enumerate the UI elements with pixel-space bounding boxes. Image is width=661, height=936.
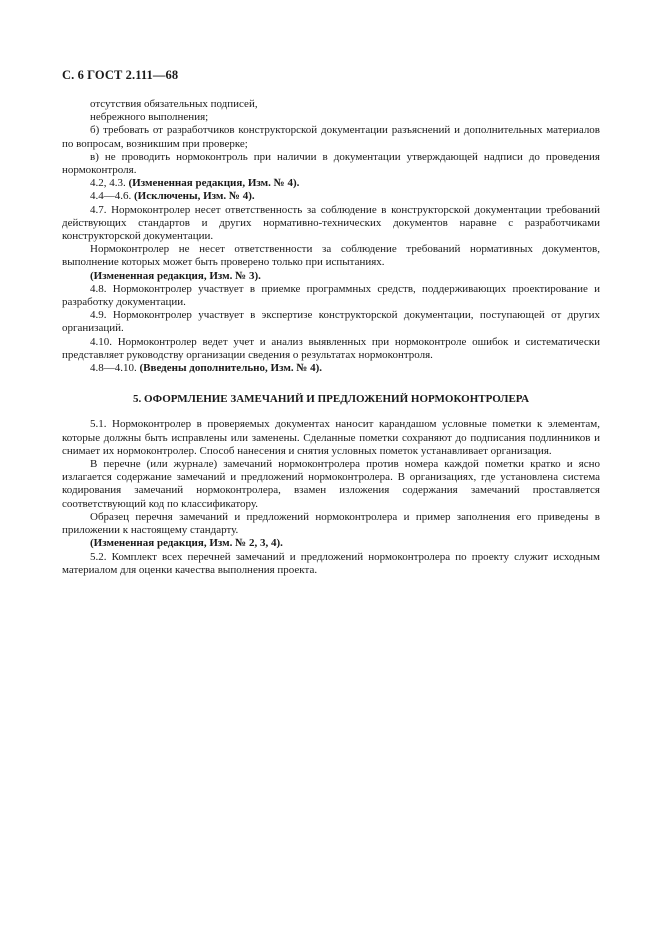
paragraph-4-4-note bbox=[62, 190, 600, 203]
paragraph-5-1: 5.1. Нормоконтролер в проверяемых документах наносит карандашом условные пометки к элементам, которые должны быть исправлены или заменены. Сделанные пометки сохраняют до подписания подлинников и снимает их нормоконтролер. Способ нанесения и снятия условных пометок устанавливает организация. bbox=[62, 418, 600, 457]
paragraph-missing-signatures: отсутствия обязательных подписей, bbox=[90, 98, 258, 110]
document-body bbox=[62, 98, 600, 577]
page-header: С. 6 ГОСТ 2.111—68 bbox=[62, 68, 179, 82]
amendment-note: (Введены дополнительно, Изм. № 4). bbox=[139, 362, 323, 375]
paragraph-item-b: б) требовать от разработчиков конструкторской документации разъяснений и дополнительных материалов по вопросам, возникшим при проверке; bbox=[62, 124, 600, 150]
clause-number: 4.4—4.6. bbox=[90, 190, 132, 203]
paragraph-4-8: 4.8. Нормоконтролер участвует в приемке программных средств, поддерживающих проектирование и разработку документации. bbox=[62, 282, 600, 309]
paragraph-4-10: 4.10. Нормоконтролер ведет учет и анализ выявленных при нормоконтроле ошибок и систематически представляет руководству организации сведения о результатах нормоконтроля. bbox=[62, 335, 600, 361]
paragraph-5-2: 5.2. Комплект всех перечней замечаний и предложений нормоконтролера по проекту служит исходным материалом для оценки качества выполнения проекта. bbox=[62, 550, 600, 576]
paragraph-5-1-note: (Измененная редакция, Изм. № 2, 3, 4). bbox=[90, 537, 283, 550]
paragraph-4-7: 4.7. Нормоконтролер несет ответственность за соблюдение в конструкторской документации требований действующих стандартов и других нормативно-технических документов наравне с разработчиками конструкторской документации. bbox=[62, 203, 600, 243]
amendment-note: (Исключены, Изм. № 4). bbox=[134, 190, 255, 203]
clause-number: 4.8—4.10. bbox=[90, 362, 137, 375]
paragraph-4-9: 4.9. Нормоконтролер участвует в экспертизе конструкторской документации, поступающей от других организаций. bbox=[62, 309, 600, 335]
paragraph-4-7-note: (Измененная редакция, Изм. № 3). bbox=[90, 269, 261, 282]
paragraph-4-7-b: Нормоконтролер не несет ответственности за соблюдение требований нормативных документов, выполнение которых может быть проверено только при испытаниях. bbox=[62, 243, 600, 269]
paragraph-5-1-c: Образец перечня замечаний и предложений нормоконтролера и пример заполнения его приведены в приложении к настоящему стандарту. bbox=[62, 510, 600, 537]
paragraph-item-v: в) не проводить нормоконтроль при наличии в документации утверждающей надписи до проведения нормоконтроля. bbox=[62, 150, 600, 177]
paragraph-4-2-note bbox=[62, 177, 600, 190]
paragraph-4-8-4-10-note bbox=[62, 362, 600, 375]
amendment-note: (Измененная редакция, Изм. № 4). bbox=[128, 177, 300, 190]
clause-number: 4.2, 4.3. bbox=[90, 177, 126, 190]
section-5-title: 5. ОФОРМЛЕНИЕ ЗАМЕЧАНИЙ И ПРЕДЛОЖЕНИЙ НОРМОКОНТРОЛЕРА bbox=[132, 393, 530, 406]
paragraph-5-1-b: В перечне (или журнале) замечаний нормоконтролера против номера каждой пометки кратко и ясно излагается содержание замечаний и предложений нормоконтролера. В организациях, где установлена система кодирования замечаний нормоконтролера, взамен изложения содержания замечаний проставляется соответствующий код по классификатору. bbox=[62, 458, 600, 510]
paragraph-careless-execution: небрежного выполнения; bbox=[90, 111, 209, 124]
